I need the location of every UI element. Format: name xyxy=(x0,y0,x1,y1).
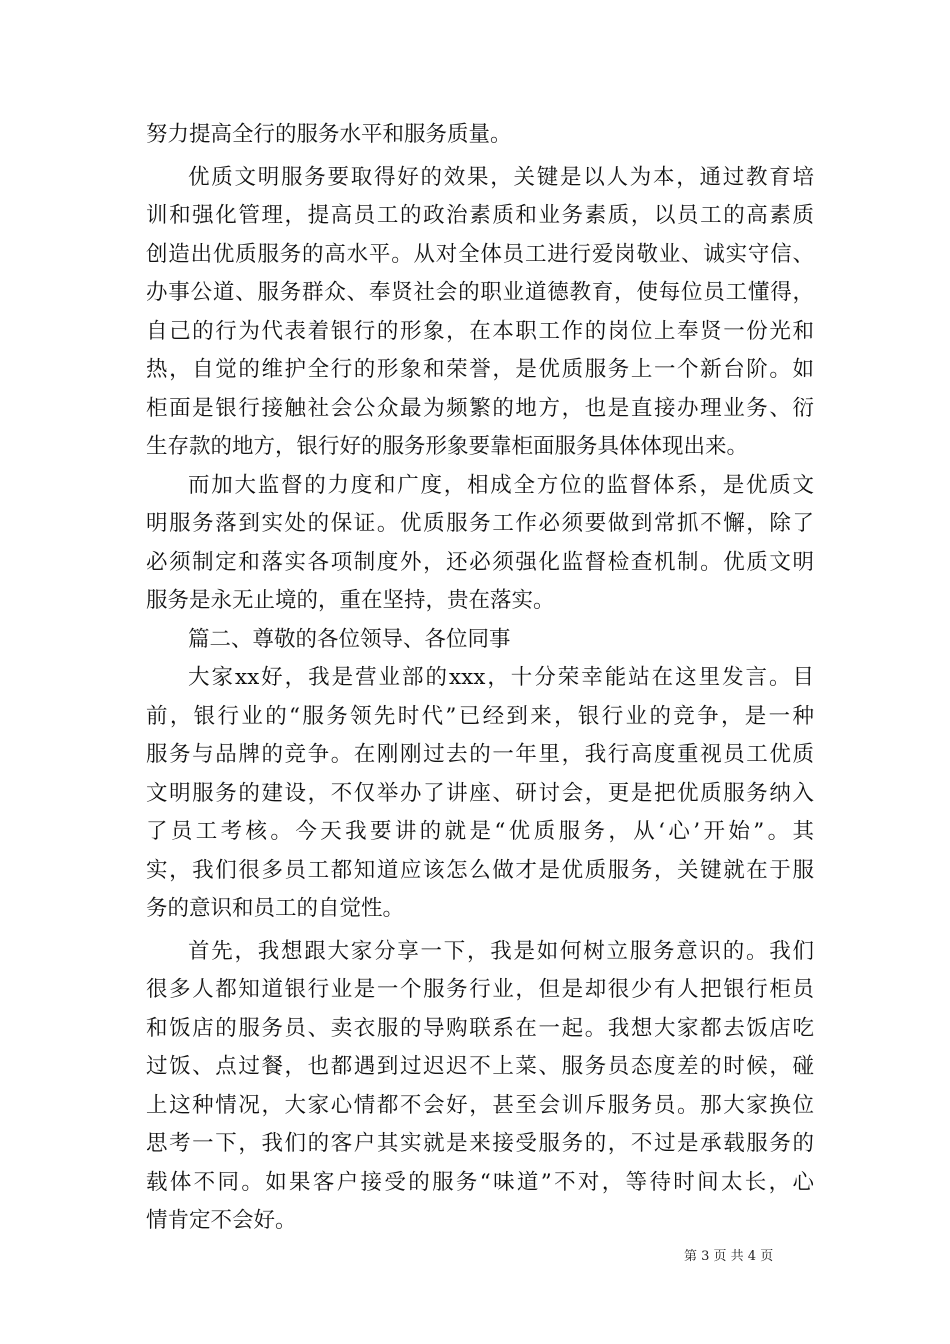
text-line: 热，自觉的维护全行的形象和荣誉，是优质服务上一个新台阶。如 xyxy=(146,357,814,382)
text-line: 自己的行为代表着银行的形象，在本职工作的岗位上奉贤一份光和 xyxy=(146,318,814,344)
text-line: 很多人都知道银行业是一个服务行业，但是却很少有人把银行柜员 xyxy=(146,977,814,1002)
text-line: 明服务落到实处的保证。优质服务工作必须要做到常抓不懈，除了 xyxy=(146,511,814,536)
text-line: 大家xx好，我是营业部的xxx，十分荣幸能站在这里发言。目 xyxy=(188,665,814,690)
section-heading xyxy=(146,621,814,660)
text-line: 文明服务的建设，不仅举办了讲座、研讨会，更是把优质服务纳入 xyxy=(146,780,814,806)
text-line: 上这种情况，大家心情都不会好，甚至会训斥服务员。那大家换位 xyxy=(146,1092,814,1118)
paragraph xyxy=(146,659,814,929)
paragraph xyxy=(146,467,814,621)
text-line: 创造出优质服务的高水平。从对全体员工进行爱岗敬业、诚实守信、 xyxy=(146,241,814,267)
text-line: 必须制定和落实各项制度外，还必须强化监督检查机制。优质文明 xyxy=(146,549,814,575)
text-line: 而加大监督的力度和广度，相成全方位的监督体系，是优质文 xyxy=(188,472,814,498)
paragraph xyxy=(146,116,814,155)
document-body xyxy=(146,116,814,1241)
text-line: 务的意识和员工的自觉性。 xyxy=(146,896,405,921)
text-line: 努力提高全行的服务水平和服务质量。 xyxy=(146,122,512,147)
text-line: 办事公道、服务群众、奉贤社会的职业道德教育，使每位员工懂得， xyxy=(146,280,814,305)
text-line: 情肯定不会好。 xyxy=(146,1208,297,1233)
text-line: 生存款的地方，银行好的服务形象要靠柜面服务具体体现出来。 xyxy=(146,434,749,459)
paragraph xyxy=(146,159,814,467)
text-line: 柜面是银行接触社会公众最为频繁的地方，也是直接办理业务、衍 xyxy=(146,395,814,421)
paragraph xyxy=(146,933,814,1241)
text-line: 训和强化管理，提高员工的政治素质和业务素质，以员工的高素质 xyxy=(146,203,814,228)
text-line: 和饭店的服务员、卖衣服的导购联系在一起。我想大家都去饭店吃 xyxy=(146,1015,814,1041)
text-line: 篇二、尊敬的各位领导、各位同事 xyxy=(188,626,511,652)
text-line: 首先，我想跟大家分享一下，我是如何树立服务意识的。我们 xyxy=(188,938,814,964)
text-line: 了员工考核。今天我要讲的就是“优质服务，从‘心’开始”。其 xyxy=(146,819,814,844)
text-line: 过饭、点过餐，也都遇到过迟迟不上菜、服务员态度差的时候，碰 xyxy=(146,1054,814,1079)
text-line: 思考一下，我们的客户其实就是来接受服务的，不过是承载服务的 xyxy=(146,1131,814,1156)
page-number: 第 3 页 共 4 页 xyxy=(684,1249,774,1264)
text-line: 服务与品牌的竞争。在刚刚过去的一年里，我行高度重视员工优质 xyxy=(146,742,814,767)
text-line: 优质文明服务要取得好的效果，关键是以人为本，通过教育培 xyxy=(188,164,814,190)
text-line: 实，我们很多员工都知道应该怎么做才是优质服务，关键就在于服 xyxy=(146,857,814,883)
text-line: 载体不同。如果客户接受的服务“味道”不对，等待时间太长，心 xyxy=(146,1169,814,1195)
text-line: 前，银行业的“服务领先时代”已经到来，银行业的竞争，是一种 xyxy=(146,703,814,729)
text-line: 服务是永无止境的，重在坚持，贵在落实。 xyxy=(146,588,555,613)
